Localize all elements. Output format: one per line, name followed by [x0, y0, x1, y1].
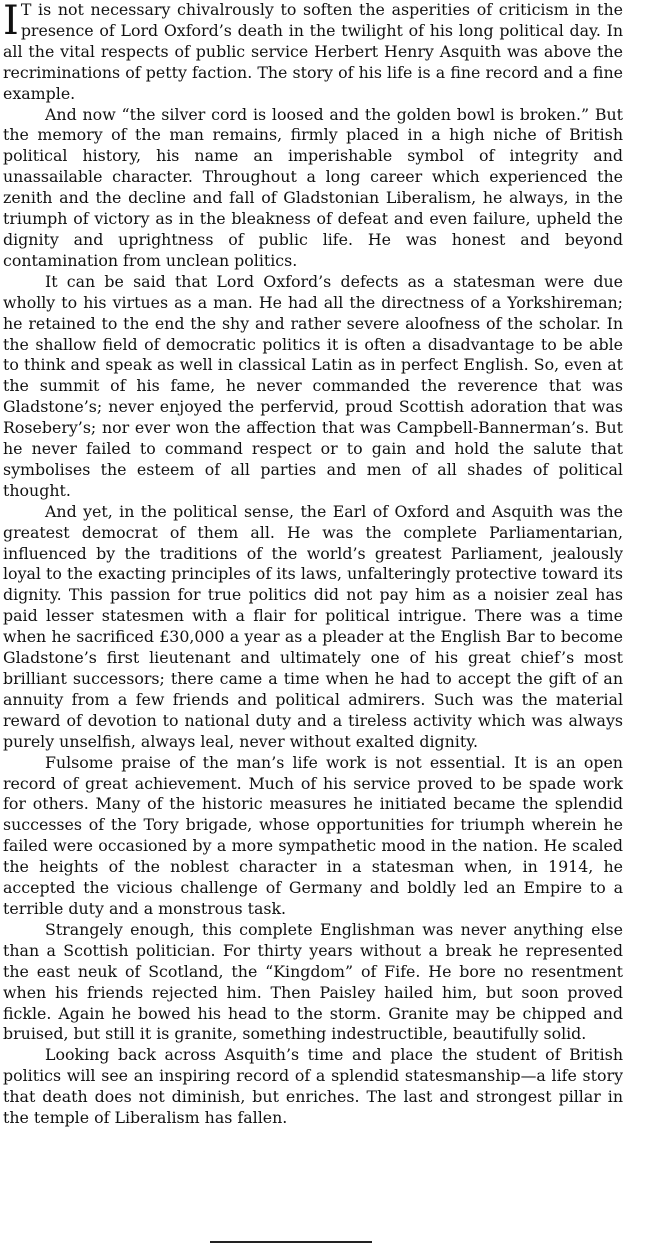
- drop-cap: I: [3, 0, 19, 44]
- article-body: [3, 0, 623, 1129]
- paragraph-1-text: T is not necessary chivalrously to soften the asperities of criticism in the presence of Lord Oxford’s death in the twilight of his long political day. In all the vital respects of public service Herbert Henry Asquith was above the recriminations of petty faction. The story of his life is a fine record and a fine example.: [3, 0, 623, 103]
- paragraph-3: It can be said that Lord Oxford’s defects as a statesman were due wholly to his virtues as a man. He had all the directness of a Yorkshireman; he retained to the end the shy and rather severe aloofness of the scholar. In the shallow field of democratic politics it is often a disadvantage to be able to think and speak as well in classical Latin as in perfect English. So, even at the summit of his fame, he never commanded the reverence that was Gladstone’s; never enjoyed the perfervid, proud Scottish adoration that was Rosebery’s; nor ever won the affection that was Campbell-Bannerman’s. But he never failed to command respect or to gain and hold the salute that symbolises the esteem of all parties and men of all shades of political thought.: [3, 271, 623, 500]
- paragraph-4: And yet, in the political sense, the Earl of Oxford and Asquith was the greatest democrat of them all. He was the complete Parliamentarian, influenced by the traditions of the world’s greatest Parliament, jealously loyal to the exacting principles of its laws, unfalteringly protective toward its dignity. This passion for true politics did not pay him as a noisier zeal has paid lesser statesmen with a flair for political intrigue. There was a time when he sacrificed £30,000 a year as a pleader at the English Bar to become Gladstone’s first lieutenant and ultimately one of his great chief’s most brilliant successors; there came a time when he had to accept the gift of an annuity from a few friends and political admirers. Such was the material reward of devotion to national duty and a tireless activity which was always purely unselfish, always leal, never without exalted dignity.: [3, 501, 623, 751]
- paragraph-5: Fulsome praise of the man’s life work is not essential. It is an open record of great achievement. Much of his service proved to be spade work for others. Many of the historic measures he initiated became the splendid successes of the Tory brigade, whose opportunities for triumph wherein he failed were occasioned by a more sympathetic mood in the nation. He scaled the heights of the noblest character in a statesman when, in 1914, he accepted the vicious challenge of Germany and boldly led an Empire to a terrible duty and a monstrous task.: [3, 752, 623, 918]
- end-rule: [210, 1241, 372, 1243]
- paragraph-2: And now “the silver cord is loosed and the golden bowl is broken.” But the memory of the man remains, firmly placed in a high niche of British political history, his name an imperishable symbol of integrity and unassailable character. Throughout a long career which experienced the zenith and the decline and fall of Gladstonian Liberalism, he always, in the triumph of victory as in the bleakness of defeat and even failure, upheld the dignity and uprightness of public life. He was honest and beyond contamination from unclean politics.: [3, 104, 623, 270]
- paragraph-6: Strangely enough, this complete Englishman was never anything else than a Scottish politician. For thirty years without a break he represented the east neuk of Scotland, the “Kingdom” of Fife. He bore no resentment when his friends rejected him. Then Paisley hailed him, but soon proved fickle. Again he bowed his head to the storm. Granite may be chipped and bruised, but still it is granite, something indestructible, beautifully solid.: [3, 919, 623, 1044]
- paragraph-7: Looking back across Asquith’s time and place the student of British politics will see an inspiring record of a splendid statesmanship—a life story that death does not diminish, but enriches. The last and strongest pillar in the temple of Liberalism has fallen.: [3, 1045, 623, 1128]
- paragraph-1: [3, 0, 623, 105]
